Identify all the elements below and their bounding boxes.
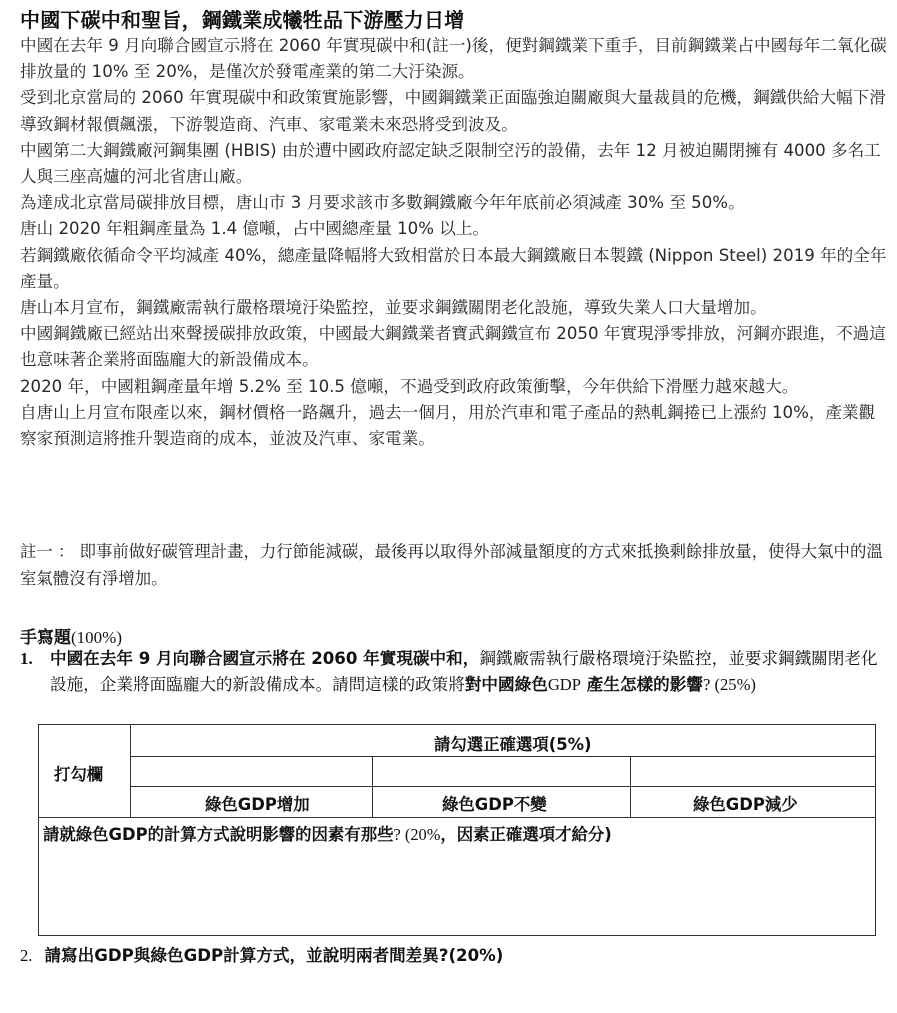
article-paragraph: 若鋼鐵廠依循命令平均減產 40%，總產量降幅將大致相當於日本最大鋼鐵廠日本製鐵 (Nippon Steel) 2019 年的全年產量。 xyxy=(20,245,887,291)
explain-prompt-part: ，因素正確選項才給分) xyxy=(440,825,612,844)
question-1-part: 產生怎樣的影響 xyxy=(581,675,703,694)
option-green-gdp-decrease: 綠色GDP減少 xyxy=(693,795,798,814)
article-paragraph: 中國鋼鐵廠已經站出來聲援碳排放政策，中國最大鋼鐵業者寶武鋼鐵宣布 2050 年實現淨零排放，河鋼亦跟進，不過這也意味著企業將面臨龐大的新設備成本。 xyxy=(20,324,886,370)
question-1-part: 對中國綠色 xyxy=(464,675,548,694)
question-1-text xyxy=(50,646,888,698)
article-title: 中國下碳中和聖旨，鋼鐵業成犧牲品下游壓力日增 xyxy=(20,8,465,32)
checkbox-green-gdp-decrease[interactable] xyxy=(631,757,875,786)
article-paragraph: 自唐山上月宣布限產以來，鋼材價格一路飆升，過去一個月，用於汽車和電子產品的熱軋鋼捲已上漲約 10%，產業觀察家預測這將推升製造商的成本，並波及汽車、家電業。 xyxy=(20,402,876,449)
question-2-text: 請寫出GDP與綠色GDP計算方式，並說明兩者間差異?(20%) xyxy=(44,946,504,965)
answer-table xyxy=(38,724,876,936)
article-paragraph: 中國第二大鋼鐵廠河鋼集團 (HBIS) 由於遭中國政府認定缺乏限制空汚的設備，去年 12 月被迫關閉擁有 4000 多名工人與三座高爐的河北省唐山廠。 xyxy=(20,140,881,187)
checkbox-green-gdp-increase[interactable] xyxy=(131,757,372,786)
question-1-part: 鋼鐵廠需執行嚴格環境汙染監控，並要求鋼鐵關閉老化設施，企業將面臨龐大的新設備成本。請問這樣的政策將 xyxy=(50,649,878,694)
article-paragraph: 唐山 2020 年粗鋼產量為 1.4 億噸，占中國總產量 10% 以上。 xyxy=(20,219,490,239)
question-1-number: 1. xyxy=(20,649,33,668)
table-divider xyxy=(130,786,875,787)
question-1-part: ? (25%) xyxy=(702,675,756,694)
question-1 xyxy=(20,646,888,698)
option-green-gdp-increase: 綠色GDP增加 xyxy=(205,795,310,814)
checkbox-green-gdp-unchanged[interactable] xyxy=(373,757,630,786)
homework-heading-percent: (100%) xyxy=(71,628,122,647)
explain-prompt-part: ? (20% xyxy=(393,825,441,844)
article-paragraph: 受到北京當局的 2060 年實現碳中和政策實施影響，中國鋼鐵業正面臨強迫關廠與大量裁員的危機，鋼鐵供給大幅下滑導致鋼材報價飆漲，下游製造商、汽車、家電業未來恐將受到波及。 xyxy=(20,88,886,134)
question-2 xyxy=(20,942,503,966)
explain-prompt xyxy=(43,821,612,845)
check-column-label: 打勾欄 xyxy=(54,765,104,784)
option-header: 請勾選正確選項(5%) xyxy=(434,735,592,754)
article-paragraph: 2020 年，中國粗鋼產量年增 5.2% 至 10.5 億噸，不過受到政府政策衝擊，今年供給下滑壓力越來越大。 xyxy=(20,376,799,396)
article-paragraph: 為達成北京當局碳排放目標，唐山市 3 月要求該市多數鋼鐵廠今年年底前必須減產 30% 至 50%。 xyxy=(20,193,745,213)
homework-heading-label: 手寫題 xyxy=(20,628,71,648)
article-body xyxy=(20,33,888,452)
explain-prompt-part: 請就綠色GDP的計算方式說明影響的因素有那些 xyxy=(43,825,394,844)
option-green-gdp-unchanged: 綠色GDP不變 xyxy=(442,795,547,814)
question-2-number: 2. xyxy=(20,946,33,965)
question-1-part: GDP xyxy=(547,675,582,694)
footnote: 註一 ： 即事前做好碳管理計畫，力行節能減碳，最後再以取得外部減量額度的方式來抵換剩餘排放量，使得大氣中的溫室氣體沒有淨增加。 xyxy=(20,542,883,588)
table-divider xyxy=(39,817,875,818)
explain-answer-area[interactable] xyxy=(40,847,874,933)
article-paragraph: 唐山本月宣布，鋼鐵廠需執行嚴格環境汙染監控，並要求鋼鐵關閉老化設施，導致失業人口大量增加。 xyxy=(20,298,767,318)
question-1-part: 中國在去年 9 月向聯合國宣示將在 2060 年實現碳中和， xyxy=(50,649,480,668)
homework-heading xyxy=(20,623,122,648)
article-paragraph: 中國在去年 9 月向聯合國宣示將在 2060 年實現碳中和(註一)後，便對鋼鐵業下重手，目前鋼鐵業占中國每年二氧化碳排放量的 10% 至 20%，是僅次於發電產業的第二大汙染源。 xyxy=(20,36,887,82)
